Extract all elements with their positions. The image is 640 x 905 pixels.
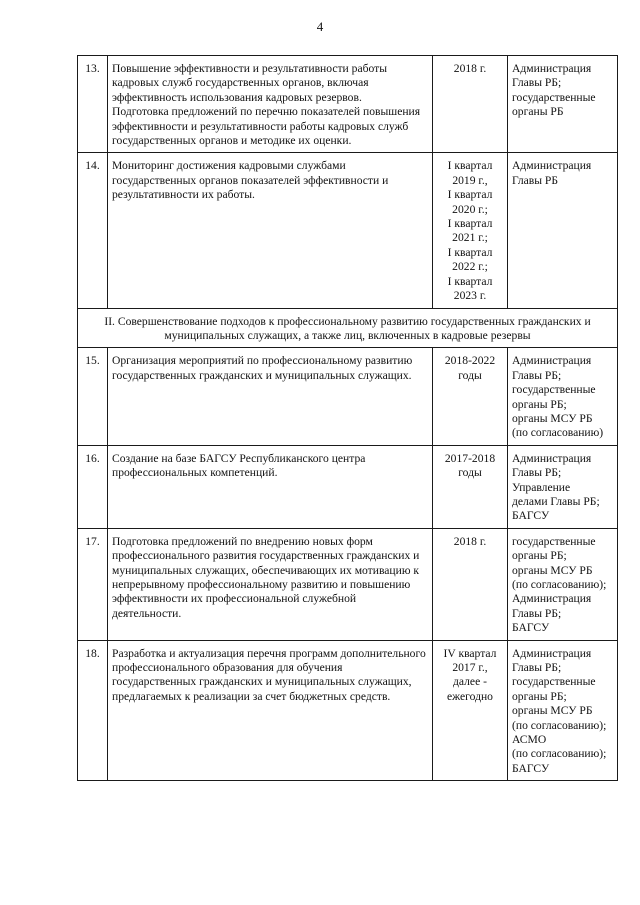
responsible: Администрация Главы РБ <box>508 153 618 308</box>
table-row <box>78 56 618 153</box>
row-number: 15. <box>78 348 108 445</box>
responsible: Администрация Главы РБ; государственные органы РБ <box>508 56 618 153</box>
deadline: 2018-2022 годы <box>433 348 508 445</box>
measure-name: Разработка и актуализация перечня программ дополнительного профессионального образования для обучения государственных гражданских и муниципальных служащих, предлагаемых к реализации за счет бюджетных средств. <box>108 640 433 781</box>
measure-name: Повышение эффективности и результативности работы кадровых служб государственных органов, включая эффективность использования кадровых резервов. Подготовка предложений по перечню показателей повышения эффективности и результативности работы кадровых служб государственных органов и методике их оценки. <box>108 56 433 153</box>
deadline: I квартал 2019 г., I квартал 2020 г.; I квартал 2021 г.; I квартал 2022 г.; I квартал 2023 г. <box>433 153 508 308</box>
deadline: IV квартал 2017 г., далее - ежегодно <box>433 640 508 781</box>
row-number: 18. <box>78 640 108 781</box>
table-row <box>78 348 618 445</box>
section-heading: II. Совершенствование подходов к профессиональному развитию государственных гражданских и муниципальных служащих, а также лиц, включенных в кадровые резервы <box>78 308 618 348</box>
page-number: 4 <box>316 19 324 34</box>
row-number: 14. <box>78 153 108 308</box>
action-plan-table <box>77 55 618 781</box>
responsible: Администрация Главы РБ; государственные органы РБ; органы МСУ РБ (по согласованию) <box>508 348 618 445</box>
row-number: 13. <box>78 56 108 153</box>
responsible: государственные органы РБ; органы МСУ РБ (по согласованию); Администрация Главы РБ; БАГСУ <box>508 528 618 640</box>
measure-name: Подготовка предложений по внедрению новых форм профессионального развития государственных гражданских и муниципальных служащих, обеспечивающих их мотивацию к непрерывному профессиональному развитию и повышению эффективности их профессиональной служебной деятельности. <box>108 528 433 640</box>
table-row <box>78 153 618 308</box>
responsible: Администрация Главы РБ; государственные органы РБ; органы МСУ РБ (по согласованию); АСМО (по согласованию); БАГСУ <box>508 640 618 781</box>
deadline: 2018 г. <box>433 56 508 153</box>
table-row <box>78 640 618 781</box>
deadline: 2018 г. <box>433 528 508 640</box>
measure-name: Мониторинг достижения кадровыми службами государственных органов показателей эффективности и результативности их работы. <box>108 153 433 308</box>
row-number: 17. <box>78 528 108 640</box>
measure-name: Организация мероприятий по профессиональному развитию государственных гражданских и муниципальных служащих. <box>108 348 433 445</box>
table-row <box>78 528 618 640</box>
deadline: 2017-2018 годы <box>433 445 508 528</box>
measure-name: Создание на базе БАГСУ Республиканского центра профессиональных компетенций. <box>108 445 433 528</box>
row-number: 16. <box>78 445 108 528</box>
responsible: Администрация Главы РБ; Управление делами Главы РБ; БАГСУ <box>508 445 618 528</box>
section-row <box>78 308 618 348</box>
table-row <box>78 445 618 528</box>
